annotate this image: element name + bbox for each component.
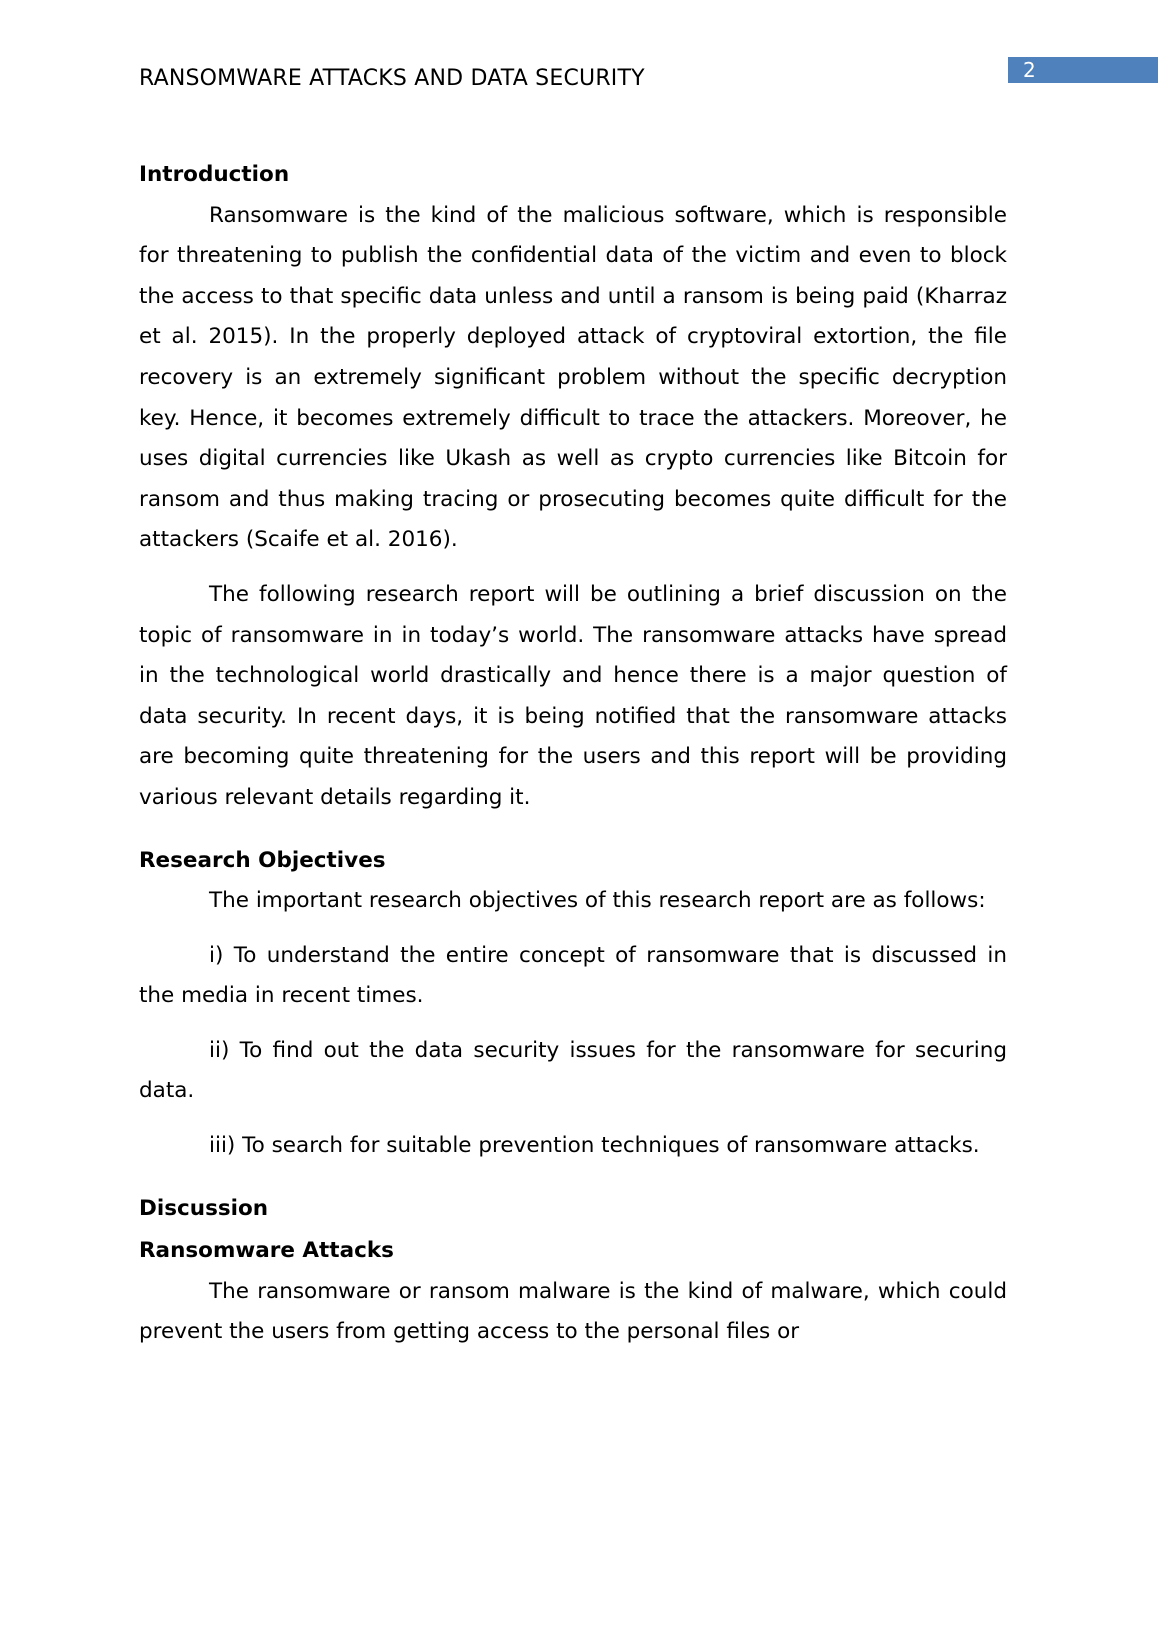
section-heading-introduction: Introduction xyxy=(139,162,290,187)
paragraph: The important research objectives of this research report are as follows: xyxy=(209,888,986,914)
section-heading-discussion: Discussion xyxy=(139,1195,269,1221)
running-header-title: RANSOMWARE ATTACKS AND DATA SECURITY xyxy=(139,66,645,91)
objective-item: i) To understand the entire concept of ransomware that is discussed in the media in recent times. xyxy=(139,942,1007,1009)
document-body xyxy=(139,155,1007,1353)
page-number-badge: 2 xyxy=(1008,57,1158,83)
section-heading-research-objectives: Research Objectives xyxy=(139,847,386,873)
objective-item: iii) To search for suitable prevention techniques of ransomware attacks. xyxy=(209,1133,980,1159)
objective-item: ii) To find out the data security issues for the ransomware for securing data. xyxy=(139,1037,1007,1104)
subsection-heading-ransomware-attacks: Ransomware Attacks xyxy=(139,1238,394,1264)
paragraph: The following research report will be outlining a brief discussion on the topic of ransomware in in today’s world. The ransomware attacks have spread in the technological world drastically and hence there is a major question of data security. In recent days, it is being notified that the ransomware attacks are becoming quite threatening for the users and this report will be providing various relevant details regarding it. xyxy=(139,581,1007,810)
paragraph: Ransomware is the kind of the malicious software, which is responsible for threatening to publish the confidential data of the victim and even to block the access to that specific data unless and until a ransom is being paid (Kharraz et al. 2015). In the properly deployed attack of cryptoviral extortion, the file recovery is an extremely significant problem without the specific decryption key. Hence, it becomes extremely difficult to trace the attackers. Moreover, he uses digital currencies like Ukash as well as crypto currencies like Bitcoin for ransom and thus making tracing or prosecuting becomes quite difficult for the attackers (Scaife et al. 2016). xyxy=(139,202,1007,553)
paragraph: The ransomware or ransom malware is the kind of malware, which could prevent the users from getting access to the personal files or xyxy=(139,1278,1007,1345)
